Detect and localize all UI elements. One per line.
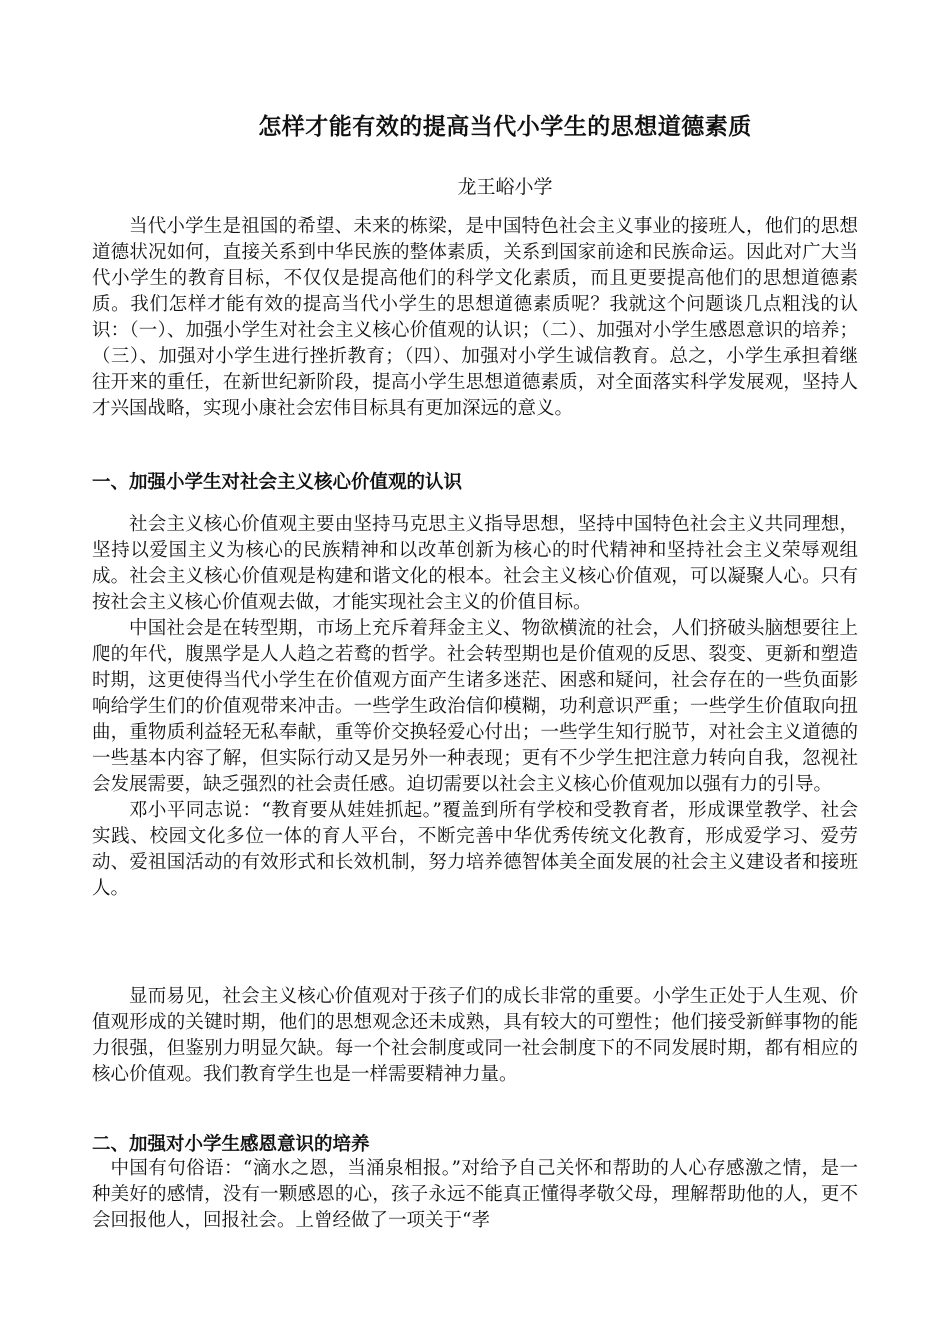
paragraph: 中国社会是在转型期，市场上充斥着拜金主义、物欲横流的社会，人们挤破头脑想要往上爬的年代，腹黑学是人人趋之若鹜的哲学。社会转型期也是价值观的反思、裂变、更新和塑造时期，这更使得当代小学生在价值观方面产生诸多迷茫、困惑和疑问，社会存在的一些负面影响给学生们的价值观带来冲击。一些学生政治信仰模糊，功利意识严重；一些学生价值取向扭曲，重物质利益轻无私奉献，重等价交换轻爱心付出；一些学生知行脱节，对社会主义道德的一些基本内容了解，但实际行动又是另外一种表现；更有不少学生把注意力转向自我，忽视社会发展需要，缺乏强烈的社会责任感。迫切需要以社会主义核心价值观加以强有力的引导。 xyxy=(92,618,858,795)
intro-block xyxy=(92,214,858,422)
section-2-body xyxy=(92,1156,858,1234)
section-1-heading: 一、加强小学生对社会主义核心价值观的认识 xyxy=(92,472,463,493)
document-title: 怎样才能有效的提高当代小学生的思想道德素质 xyxy=(258,114,752,140)
paragraph: 中国有句俗语：“滴水之恩，当涌泉相报。”对给予自己关怀和帮助的人心存感激之情，是一种美好的感情，没有一颗感恩的心，孩子永远不能真正懂得孝敬父母，理解帮助他的人，更不会回报他人，回报社会。上曾经做了一项关于“孝 xyxy=(92,1158,858,1231)
paragraph: 邓小平同志说：“教育要从娃娃抓起。”覆盖到所有学校和受教育者，形成课堂教学、社会实践、校园文化多位一体的育人平台，不断完善中华优秀传统文化教育，形成爱学习、爱劳动、爱祖国活动的有效形式和长效机制，努力培养德智体美全面发展的社会主义建设者和接班人。 xyxy=(92,800,858,899)
document-author: 龙王峪小学 xyxy=(457,176,553,198)
paragraph: 显而易见，社会主义核心价值观对于孩子们的成长非常的重要。小学生正处于人生观、价值观形成的关键时期，他们的思想观念还未成熟，具有较大的可塑性；他们接受新鲜事物的能力很强，但鉴别力明显欠缺。每一个社会制度或同一社会制度下的不同发展时期，都有相应的核心价值观。我们教育学生也是一样需要精神力量。 xyxy=(92,986,858,1085)
section-1-conclusion xyxy=(92,984,858,1088)
section-2-heading: 二、加强对小学生感恩意识的培养 xyxy=(92,1134,370,1155)
paragraph: 社会主义核心价值观主要由坚持马克思主义指导思想，坚持中国特色社会主义共同理想，坚持以爱国主义为核心的民族精神和以改革创新为核心的时代精神和坚持社会主义荣辱观组成。社会主义核心价值观是构建和谐文化的根本。社会主义核心价值观，可以凝聚人心。只有按社会主义核心价值观去做，才能实现社会主义的价值目标。 xyxy=(92,514,858,613)
intro-paragraph: 当代小学生是祖国的希望、未来的栋梁，是中国特色社会主义事业的接班人，他们的思想道德状况如何，直接关系到中华民族的整体素质，关系到国家前途和民族命运。因此对广大当代小学生的教育目标，不仅仅是提高他们的科学文化素质，而且更要提高他们的思想道德素质。我们怎样才能有效的提高当代小学生的思想道德素质呢？我就这个问题谈几点粗浅的认识：（一）、加强小学生对社会主义核心价值观的认识；（二）、加强对小学生感恩意识的培养；（三）、加强对小学生进行挫折教育；（四）、加强对小学生诚信教育。总之，小学生承担着继往开来的重任，在新世纪新阶段，提高小学生思想道德素质，对全面落实科学发展观，坚持人才兴国战略，实现小康社会宏伟目标具有更加深远的意义。 xyxy=(92,216,858,419)
section-1-body xyxy=(92,512,858,902)
